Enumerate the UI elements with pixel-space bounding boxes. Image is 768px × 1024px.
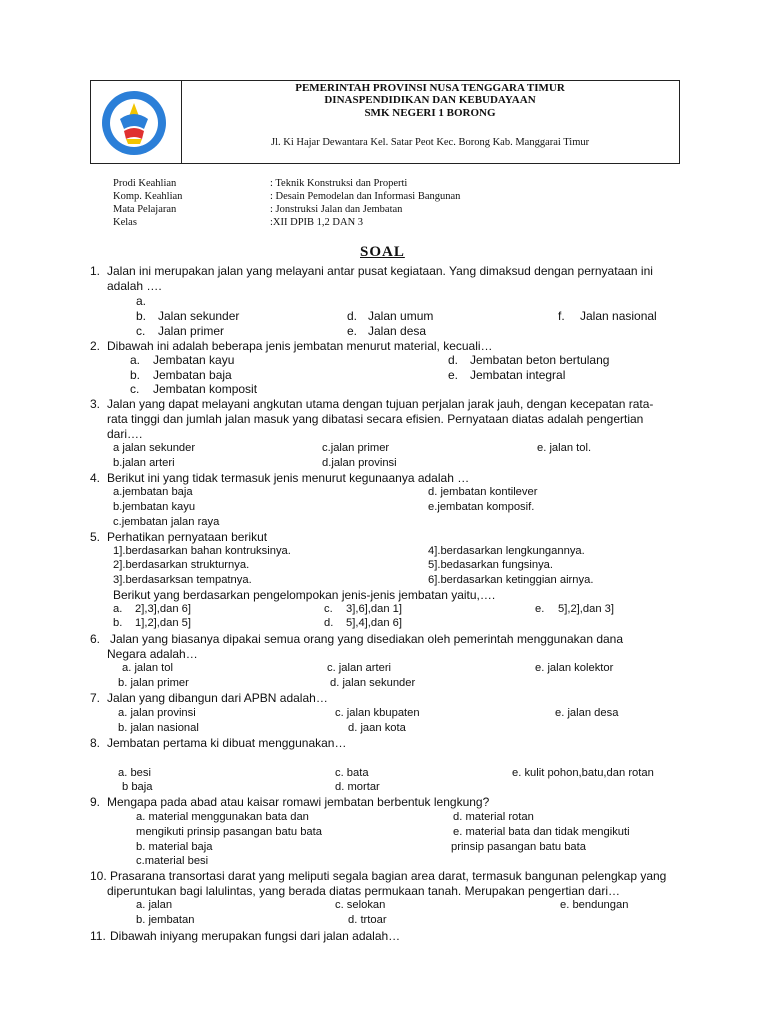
header-address: Jl. Ki Hajar Dewantara Kel. Satar Peot Kec. Borong Kab. Manggarai Timur bbox=[271, 137, 590, 148]
option-c: c. bata bbox=[335, 767, 369, 779]
option-c: c. jalan arteri bbox=[327, 662, 392, 674]
option-b: b. jembatan bbox=[136, 914, 195, 926]
option-a-letter: a. bbox=[130, 353, 141, 367]
meta-label-kelas: Kelas bbox=[113, 217, 137, 228]
option-b: b.jalan arteri bbox=[113, 457, 175, 469]
question-text: rata tinggi dan jumlah jalan masuk yang dibatasi secara efisien. Pernyataan diatas adalah pengertian bbox=[107, 412, 644, 426]
option-a: a.jembatan baja bbox=[113, 486, 193, 498]
option-b-letter: b. bbox=[130, 368, 141, 382]
question-text: Jalan yang dapat melayani angkutan utama dengan tujuan perjalan jarak jauh, dengan kecepatan rata- bbox=[107, 397, 654, 411]
letterhead bbox=[90, 80, 680, 164]
question-number: 1. bbox=[90, 264, 101, 278]
option-b: b. material baja bbox=[136, 841, 213, 853]
option-e: e. material bata dan tidak mengikuti bbox=[453, 826, 630, 838]
option-e: e. jalan desa bbox=[555, 707, 619, 719]
option-c: Jembatan komposit bbox=[153, 382, 258, 396]
meta-value-mapel: : Jonstruksi Jalan dan Jembatan bbox=[270, 204, 403, 215]
statement: 5].bedasarkan fungsinya. bbox=[428, 559, 554, 571]
option-d-letter: d. bbox=[347, 309, 358, 323]
option-e-continued: prinsip pasangan batu bata bbox=[451, 841, 586, 853]
statement: 3].berdasarksan tempatnya. bbox=[113, 574, 252, 586]
option-c: c. jalan kbupaten bbox=[335, 707, 420, 719]
question-text: Dibawah ini adalah beberapa jenis jembatan menurut material, kecuali… bbox=[107, 339, 493, 353]
option-e-letter: e. bbox=[535, 603, 545, 615]
meta-value-kelas: :XII DPIB 1,2 DAN 3 bbox=[270, 217, 364, 228]
meta-value-prodi: : Teknik Konstruksi dan Properti bbox=[270, 178, 408, 189]
option-a: a. jalan bbox=[136, 899, 173, 911]
option-d-letter: d. bbox=[324, 617, 334, 629]
question-text: Jembatan pertama ki dibuat menggunakan… bbox=[107, 736, 347, 750]
option-b: b.jembatan kayu bbox=[113, 501, 196, 513]
option-c: 3],6],dan 1] bbox=[346, 603, 402, 615]
question-number: 10. bbox=[90, 869, 107, 883]
option-d: d. mortar bbox=[335, 781, 380, 793]
question-text: dari…. bbox=[107, 427, 143, 441]
option-c-letter: c. bbox=[324, 603, 333, 615]
question-number: 6. bbox=[90, 632, 101, 646]
question-text: diperuntukan bagi lalulintas, yang berada diatas permukaan tanah. Merupakan pengertian dari… bbox=[107, 884, 621, 898]
option-e: Jembatan integral bbox=[470, 368, 566, 382]
option-a-continued: mengikuti prinsip pasangan batu bata bbox=[136, 826, 322, 838]
option-e: e. jalan kolektor bbox=[535, 662, 614, 674]
option-d: d. jaan kota bbox=[348, 722, 406, 734]
question-number: 9. bbox=[90, 795, 101, 809]
meta-label-mapel: Mata Pelajaran bbox=[113, 204, 177, 215]
option-f-letter: f. bbox=[558, 309, 565, 323]
meta-label-prodi: Prodi Keahlian bbox=[113, 178, 177, 189]
option-c: c.material besi bbox=[136, 855, 209, 867]
question-number: 7. bbox=[90, 691, 101, 705]
option-d-letter: d. bbox=[448, 353, 459, 367]
option-d: d.jalan provinsi bbox=[322, 457, 397, 469]
question-number: 4. bbox=[90, 471, 101, 485]
question-text: Mengapa pada abad atau kaisar romawi jembatan berbentuk lengkung? bbox=[107, 795, 490, 809]
question-text: Jalan yang dibangun dari APBN adalah… bbox=[107, 691, 328, 705]
question-number: 8. bbox=[90, 736, 101, 750]
question-text: Dibawah iniyang merupakan fungsi dari jalan adalah… bbox=[110, 929, 401, 943]
option-d: d. jalan sekunder bbox=[330, 677, 416, 689]
option-a: a. jalan tol bbox=[122, 662, 173, 674]
statement: 4].berdasarkan lengkungannya. bbox=[428, 545, 585, 557]
option-b: b. jalan primer bbox=[118, 677, 189, 689]
header-line-1: PEMERINTAH PROVINSI NUSA TENGGARA TIMUR bbox=[295, 82, 565, 94]
statement: 1].berdasarkan bahan kontruksinya. bbox=[113, 545, 291, 557]
option-a: a jalan sekunder bbox=[113, 442, 196, 454]
option-b: Jalan sekunder bbox=[158, 309, 240, 323]
meta-label-komp: Komp. Keahlian bbox=[113, 191, 183, 202]
option-a: a. besi bbox=[118, 767, 151, 779]
option-e-letter: e. bbox=[347, 324, 358, 338]
page-title: SOAL bbox=[360, 244, 405, 260]
statement: 2].berdasarkan strukturnya. bbox=[113, 559, 250, 571]
option-d: Jembatan beton bertulang bbox=[470, 353, 610, 367]
option-b-letter: b. bbox=[136, 309, 147, 323]
option-d: 5],4],dan 6] bbox=[346, 617, 402, 629]
option-e-letter: e. bbox=[448, 368, 459, 382]
question-number: 5. bbox=[90, 530, 101, 544]
option-d: d. material rotan bbox=[453, 811, 534, 823]
option-d: d. jembatan kontilever bbox=[428, 486, 538, 498]
question-text: Perhatikan pernyataan berikut bbox=[107, 530, 268, 544]
option-f: Jalan nasional bbox=[580, 309, 657, 323]
option-a-letter: a. bbox=[113, 603, 123, 615]
header-line-3: SMK NEGERI 1 BORONG bbox=[364, 107, 496, 119]
option-e: e. bendungan bbox=[560, 899, 629, 911]
option-e: e. jalan tol. bbox=[537, 442, 592, 454]
option-e: Jalan desa bbox=[368, 324, 427, 338]
option-e: e.jembatan komposif. bbox=[428, 501, 535, 513]
option-c-letter: c. bbox=[130, 382, 140, 396]
option-d: d. trtoar bbox=[348, 914, 387, 926]
question-text: adalah …. bbox=[107, 279, 162, 293]
question-number: 2. bbox=[90, 339, 101, 353]
question-text: Jalan yang biasanya dipakai semua orang yang disediakan oleh pemerintah menggunakan dana bbox=[110, 632, 624, 646]
option-c-letter: c. bbox=[136, 324, 146, 338]
question-text: Jalan ini merupakan jalan yang melayani antar pusat kegiataan. Yang dimaksud dengan pernyataan ini bbox=[107, 264, 653, 278]
option-e: e. kulit pohon,batu,dan rotan bbox=[512, 767, 654, 779]
statement: 6].berdasarkan ketinggian airnya. bbox=[428, 574, 594, 586]
question-text: Berikut yang berdasarkan pengelompokan jenis-jenis jembatan yaitu,…. bbox=[113, 588, 496, 602]
option-b-letter: b. bbox=[113, 617, 123, 629]
option-b: Jembatan baja bbox=[153, 368, 232, 382]
question-text: Negara adalah… bbox=[107, 647, 198, 661]
option-a: a. bbox=[136, 294, 147, 308]
option-b: 1],2],dan 5] bbox=[135, 617, 191, 629]
meta-value-komp: : Desain Pemodelan dan Informasi Bangunan bbox=[270, 191, 461, 202]
header-line-2: DINASPENDIDIKAN DAN KEBUDAYAAN bbox=[324, 94, 536, 106]
option-c: c.jalan primer bbox=[322, 442, 390, 454]
question-number: 3. bbox=[90, 397, 101, 411]
question-number: 11. bbox=[90, 929, 106, 943]
option-c: c.jembatan jalan raya bbox=[113, 516, 220, 528]
question-text: Berikut ini yang tidak termasuk jenis menurut kegunaanya adalah … bbox=[107, 471, 470, 485]
option-c: Jalan primer bbox=[158, 324, 225, 338]
option-e: 5],2],dan 3] bbox=[558, 603, 614, 615]
option-c: c. selokan bbox=[335, 899, 386, 911]
option-d: Jalan umum bbox=[368, 309, 434, 323]
option-b: b baja bbox=[122, 781, 153, 793]
option-a: a. material menggunakan bata dan bbox=[136, 811, 309, 823]
option-a: Jembatan kayu bbox=[153, 353, 235, 367]
question-text: Prasarana transortasi darat yang meliputi segala bagian area darat, termasuk bangunan pelengkap yang bbox=[110, 869, 667, 883]
option-a: 2],3],dan 6] bbox=[135, 603, 191, 615]
option-b: b. jalan nasional bbox=[118, 722, 199, 734]
option-a: a. jalan provinsi bbox=[118, 707, 196, 719]
